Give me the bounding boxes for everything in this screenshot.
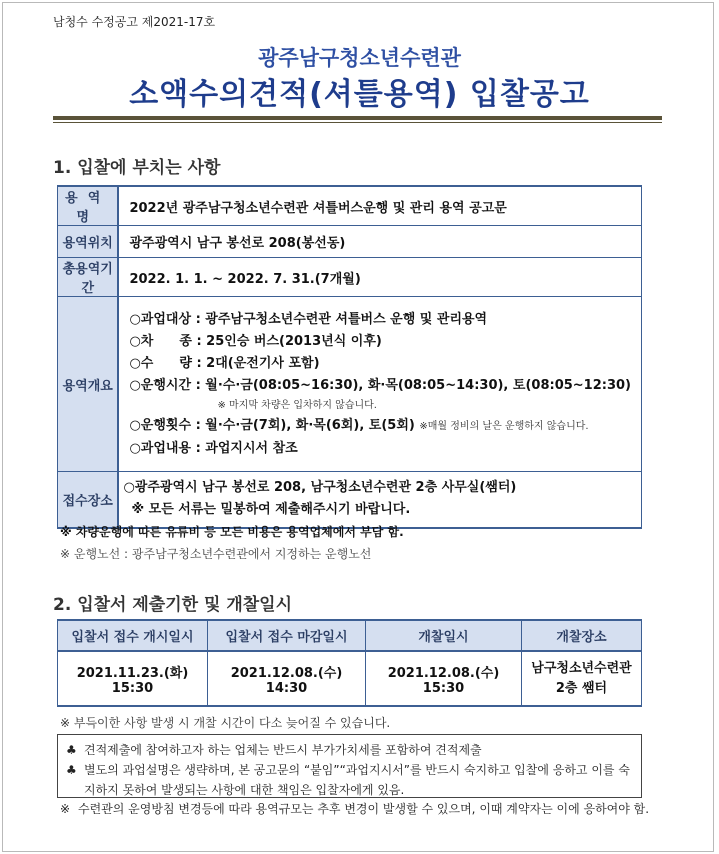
table-row xyxy=(58,258,642,297)
notice-number: 남청수 수정공고 제2021-17호 xyxy=(53,15,216,29)
receipt-value xyxy=(118,472,641,528)
bid-details-table xyxy=(57,185,642,529)
table-row xyxy=(58,297,642,472)
opening-date-value: 2021.12.08.(수) 15:30 xyxy=(366,651,522,706)
overview-count-note: ※매월 정비의 날은 운행하지 않습니다. xyxy=(419,420,589,432)
section-2-heading: 2. 입찰서 제출기한 및 개찰일시 xyxy=(53,595,293,615)
location-label: 용역위치 xyxy=(58,226,119,258)
organization-title: 광주남구청소년수련관 xyxy=(258,46,461,70)
delay-note: ※ 부득이한 사항 발생 시 개찰 시간이 다소 늦어질 수 있습니다. xyxy=(60,716,391,730)
table-row xyxy=(58,186,642,226)
period-label: 총용역기간 xyxy=(58,258,119,297)
notice-item-1: 견적제출에 참여하고자 하는 업체는 반드시 부가가치세를 포함하여 견적제출 xyxy=(84,743,482,757)
page-title: 소액수의견적(셔틀용역) 입찰공고 xyxy=(129,77,590,112)
receipt-label: 접수장소 xyxy=(58,472,119,528)
note-mark: ※ xyxy=(60,802,71,816)
change-note-text: 수련관의 운영방침 변경등에 따라 용역규모는 추후 변경이 발생할 수 있으며, 이때 계약자는 이에 응하여야 함. xyxy=(78,802,650,816)
overview-hours-note: ※ 마지막 차량은 입차하지 않습니다. xyxy=(217,399,377,411)
overview-vehicle: ○차 종 : 25인승 버스(2013년식 이후) xyxy=(129,333,382,349)
overview-label: 용역개요 xyxy=(58,297,119,472)
header-opening-place: 개찰장소 xyxy=(522,620,642,651)
open-date-value: 2021.11.23.(화) 15:30 xyxy=(58,651,208,706)
header-close-date: 입찰서 접수 마감일시 xyxy=(208,620,366,651)
receipt-line-1: ○광주광역시 남구 봉선로 208, 남구청소년수련관 2층 사무실(쌤터) xyxy=(123,480,517,496)
title-rule-thin xyxy=(53,122,662,123)
table-row xyxy=(58,472,642,528)
notice-item-2: 별도의 과업설명은 생략하며, 본 공고문의 “붙임”“과업지시서”를 반드시 숙지하고 입찰에 응하고 이를 숙지하지 못하여 발생되는 사항에 대한 책임은 입찰자에게 있음. xyxy=(84,763,630,797)
receipt-line-2: ※ 모든 서류는 밀봉하여 제출해주시기 바랍니다. xyxy=(131,502,411,518)
table-row xyxy=(58,651,642,706)
cost-note: ※ 차량운행에 따른 유류비 등 모든 비용은 용역업체에서 부담 함. xyxy=(60,525,404,539)
overview-count-line xyxy=(129,415,631,438)
schedule-table xyxy=(57,619,642,707)
opening-place-value xyxy=(522,651,642,706)
header-open-date: 입찰서 접수 개시일시 xyxy=(58,620,208,651)
club-icon: ♣ xyxy=(66,743,77,757)
section-1-heading: 1. 입찰에 부치는 사항 xyxy=(53,158,221,178)
opening-place-line-1: 남구청소년수련관 xyxy=(531,660,632,676)
change-note xyxy=(60,800,650,818)
service-name-label: 용역명 xyxy=(58,186,119,226)
close-date-value: 2021.12.08.(수) 14:30 xyxy=(208,651,366,706)
table-row xyxy=(58,226,642,258)
location-value: 광주광역시 남구 봉선로 208(봉선동) xyxy=(118,226,641,258)
route-note: ※ 운행노선 : 광주남구청소년수련관에서 지정하는 운행노선 xyxy=(60,547,372,561)
overview-quantity: ○수 량 : 2대(운전기사 포함) xyxy=(129,355,320,371)
title-rule-thick xyxy=(53,116,662,120)
list-item xyxy=(66,740,633,760)
table-header-row xyxy=(58,620,642,651)
list-item xyxy=(66,760,633,800)
notice-box xyxy=(57,734,642,798)
service-name-value: 2022년 광주남구청소년수련관 셔틀버스운행 및 관리 용역 공고문 xyxy=(118,186,641,226)
header-opening-date: 개찰일시 xyxy=(366,620,522,651)
overview-content: ○과업내용 : 과업지시서 참조 xyxy=(129,440,298,456)
overview-value xyxy=(118,297,641,472)
club-icon: ♣ xyxy=(66,763,77,777)
opening-place-line-2: 2층 쌤터 xyxy=(555,680,608,696)
overview-target: ○과업대상 : 광주남구청소년수련관 셔틀버스 운행 및 관리용역 xyxy=(129,311,488,327)
overview-count: ○운행횟수 : 월·수·금(7회), 화·목(6회), 토(5회) xyxy=(129,417,415,433)
overview-hours: ○운행시간 : 월·수·금(08:05~16:30), 화·목(08:05~14:30), 토(08:05~12:30) xyxy=(129,377,631,393)
period-value: 2022. 1. 1. ~ 2022. 7. 31.(7개월) xyxy=(118,258,641,297)
